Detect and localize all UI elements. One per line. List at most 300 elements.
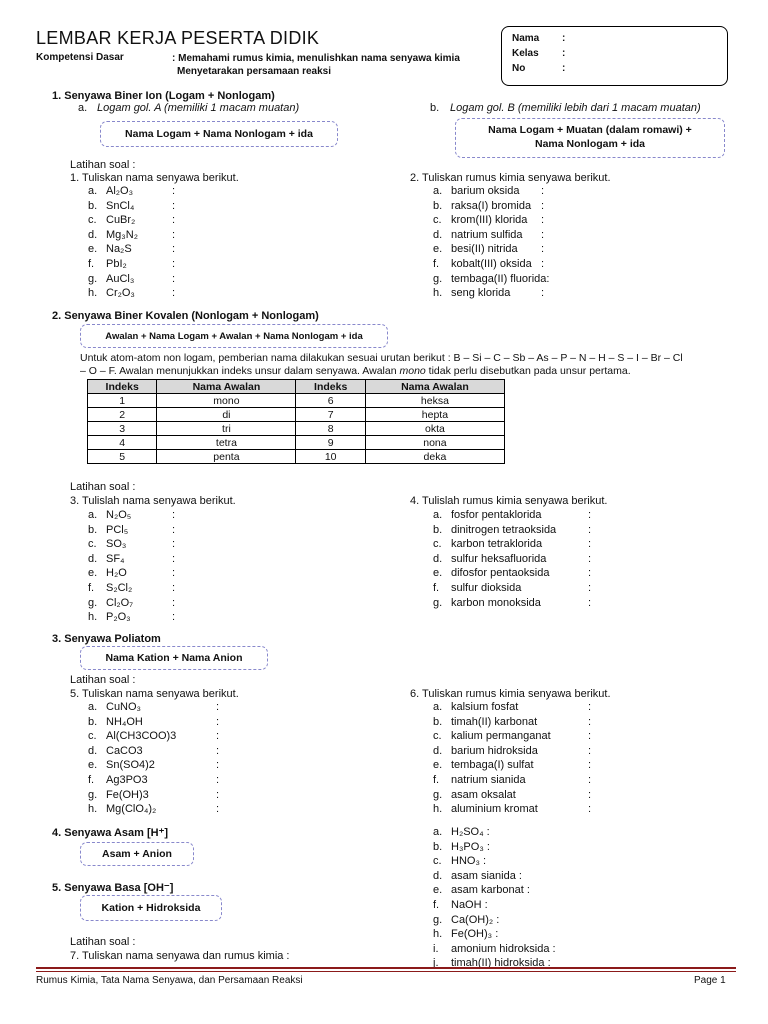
item-letter: e. — [433, 759, 443, 772]
item-text: Na₂S — [106, 243, 132, 256]
item-text: fosfor pentaklorida — [451, 509, 542, 521]
item-text: natrium sulfida — [451, 228, 523, 241]
item-text: Mg(ClO₄)₂ — [106, 803, 157, 816]
item-letter: c. — [433, 538, 442, 551]
item-text: Fe(OH)3 — [106, 788, 149, 801]
id-colon: : — [562, 63, 566, 74]
list-item — [433, 701, 753, 715]
table-row — [88, 408, 505, 422]
id-row-no — [512, 63, 566, 74]
list-item — [433, 200, 753, 214]
item-letter: h. — [88, 287, 98, 300]
s1-b-text: Logam gol. B (memiliki lebih dari 1 macam muatan) — [450, 102, 701, 114]
item-colon: : — [216, 774, 220, 786]
list-item — [88, 567, 408, 581]
formula-box: Nama Kation + Nama Anion — [80, 646, 268, 670]
table-cell: 2 — [88, 408, 157, 422]
prefix-rule-mono: mono — [399, 365, 426, 377]
question-1: 1. Tuliskan nama senyawa berikut. — [70, 172, 239, 184]
list-item — [433, 914, 753, 928]
item-colon: : — [172, 243, 176, 256]
formula-box: Asam + Anion — [80, 842, 194, 866]
list-item — [433, 884, 753, 898]
item-text: barium hidroksida — [451, 744, 538, 757]
page-number: Page 1 — [694, 975, 726, 986]
list-item — [433, 716, 753, 730]
item-text: NH₄OH — [106, 715, 143, 728]
list-item — [88, 597, 408, 611]
item-letter: a. — [88, 185, 98, 197]
item-letter: a. — [433, 826, 443, 838]
list-item — [433, 567, 753, 581]
item-text: Cl₂O₇ — [106, 596, 133, 609]
item-letter: g. — [433, 596, 443, 609]
item-text: Al(CH3COO)3 — [106, 730, 177, 743]
item-text: asam karbonat : — [451, 884, 530, 897]
list-item — [88, 730, 408, 744]
item-text: sulfur dioksida — [451, 582, 522, 594]
s1-a-letter: a. — [78, 102, 88, 114]
item-letter: b. — [88, 715, 98, 728]
item-colon: : — [172, 287, 176, 300]
item-text: CuBr₂ — [106, 214, 136, 227]
list-item — [433, 229, 753, 243]
list-item — [433, 789, 753, 803]
item-text: besi(II) nitrida — [451, 243, 518, 256]
item-text: H₂SO₄ : — [451, 826, 490, 838]
prefix-table-body — [88, 394, 505, 464]
table-cell: 5 — [88, 450, 157, 464]
item-text: tembaga(II) fluorida: — [451, 272, 550, 285]
item-letter: a. — [88, 701, 98, 713]
list-item — [88, 582, 408, 596]
table-cell: 9 — [296, 436, 365, 450]
list-item — [433, 730, 753, 744]
item-letter: e. — [88, 567, 98, 580]
item-colon: : — [172, 199, 176, 212]
item-text: aluminium kromat — [451, 803, 538, 816]
item-letter: e. — [433, 243, 443, 256]
item-letter: c. — [88, 214, 97, 227]
table-cell: tri — [157, 422, 296, 436]
list-item — [88, 229, 408, 243]
item-colon: : — [588, 701, 592, 713]
table-cell: okta — [365, 422, 504, 436]
list-item — [433, 803, 753, 817]
list-item — [88, 524, 408, 538]
id-row-kelas — [512, 48, 566, 59]
item-colon: : — [588, 803, 592, 816]
kd-text — [172, 52, 492, 78]
item-text: amonium hidroksida : — [451, 942, 556, 955]
item-letter: g. — [88, 788, 98, 801]
item-text: SO₃ — [106, 538, 127, 551]
item-text: asam oksalat — [451, 788, 516, 801]
item-colon: : — [172, 596, 176, 609]
prefix-rule-text: tidak perlu disebutkan pada unsur pertama. — [425, 365, 631, 377]
item-text: difosfor pentaoksida — [451, 567, 550, 580]
list-item — [433, 597, 753, 611]
item-letter: g. — [433, 788, 443, 801]
item-colon: : — [588, 538, 592, 551]
item-letter: d. — [88, 744, 98, 757]
list-item — [88, 509, 408, 523]
list-item — [433, 855, 753, 869]
item-text: Al₂O₃ — [106, 185, 134, 197]
list-item — [88, 553, 408, 567]
item-colon: : — [588, 744, 592, 757]
item-colon: : — [588, 567, 592, 580]
item-colon: : — [588, 759, 592, 772]
item-letter: h. — [433, 287, 443, 300]
item-letter: e. — [433, 567, 443, 580]
prefix-rule-text: – O – F. Awalan menunjukkan indeks unsur dalam senyawa. Awalan — [80, 365, 400, 377]
list-item — [88, 258, 408, 272]
section-1-heading: 1. Senyawa Biner Ion (Logam + Nonlogam) — [52, 90, 275, 102]
item-text: asam sianida : — [451, 869, 522, 882]
list-item — [433, 287, 753, 301]
item-colon: : — [588, 552, 592, 565]
item-letter: c. — [433, 730, 442, 743]
item-text: kobalt(III) oksida — [451, 258, 532, 270]
item-colon: : — [588, 715, 592, 728]
item-colon: : — [172, 214, 176, 227]
item-text: barium oksida — [451, 185, 520, 197]
item-text: CuNO₃ — [106, 701, 142, 713]
item-letter: e. — [88, 759, 98, 772]
item-colon: : — [216, 730, 220, 743]
item-letter: e. — [88, 243, 98, 256]
list-item — [433, 243, 753, 257]
item-colon: : — [172, 552, 176, 565]
item-letter: d. — [433, 228, 443, 241]
list-item — [433, 258, 753, 272]
formula-box-line: Nama Nonlogam + ida — [535, 138, 645, 150]
list-item — [88, 273, 408, 287]
list-item — [433, 273, 753, 287]
table-cell: tetra — [157, 436, 296, 450]
item-text: AuCl₃ — [106, 272, 135, 285]
formula-box — [455, 118, 725, 158]
item-colon: : — [172, 523, 176, 536]
id-colon: : — [562, 33, 566, 44]
kd-line-1: : Memahami rumus kimia, menulishkan nama senyawa kimia — [172, 53, 460, 64]
item-colon: : — [541, 287, 545, 300]
item-letter: d. — [88, 552, 98, 565]
list-item — [88, 243, 408, 257]
prefix-table — [87, 379, 505, 464]
question-6: 6. Tuliskan rumus kimia senyawa berikut. — [410, 688, 611, 700]
item-letter: c. — [88, 538, 97, 551]
table-cell: nona — [365, 436, 504, 450]
kd-line-2: Menyetarakan persamaan reaksi — [177, 66, 331, 77]
item-text: Fe(OH)₃ : — [451, 928, 499, 941]
item-text: natrium sianida — [451, 774, 526, 786]
student-id-box — [501, 26, 728, 86]
table-cell: 3 — [88, 422, 157, 436]
latihan-label: Latihan soal : — [70, 481, 136, 493]
item-text: timah(II) karbonat — [451, 715, 538, 728]
item-letter: c. — [88, 730, 97, 743]
item-letter: e. — [433, 884, 443, 897]
item-letter: d. — [433, 552, 443, 565]
item-letter: d. — [433, 744, 443, 757]
list-item — [433, 826, 753, 840]
table-row — [88, 422, 505, 436]
item-letter: i. — [433, 942, 439, 955]
id-label: Kelas — [512, 48, 539, 59]
list-item — [433, 745, 753, 759]
table-row — [88, 450, 505, 464]
formula-box: Kation + Hidroksida — [80, 895, 222, 921]
list-item — [433, 185, 753, 199]
question-5: 5. Tuliskan nama senyawa berikut. — [70, 688, 239, 700]
item-letter: h. — [88, 611, 98, 624]
item-colon: : — [588, 774, 592, 786]
item-colon: : — [172, 611, 176, 624]
list-item — [88, 185, 408, 199]
list-item — [88, 716, 408, 730]
list-item — [88, 214, 408, 228]
item-text: SF₄ — [106, 552, 125, 565]
id-label: Nama — [512, 33, 540, 44]
list-item — [433, 509, 753, 523]
table-cell: 4 — [88, 436, 157, 450]
formula-box-line: Nama Logam + Muatan (dalam romawi) + — [488, 124, 692, 136]
item-colon: : — [588, 788, 592, 801]
item-letter: f. — [433, 774, 440, 786]
item-letter: h. — [433, 928, 443, 941]
item-letter: a. — [433, 185, 443, 197]
item-colon: : — [541, 214, 545, 227]
list-item — [433, 553, 753, 567]
list-item — [433, 928, 753, 942]
page-title: LEMBAR KERJA PESERTA DIDIK — [36, 28, 320, 48]
footer-title: Rumus Kimia, Tata Nama Senyawa, dan Persamaan Reaksi — [36, 975, 303, 986]
item-text: raksa(I) bromida — [451, 199, 532, 212]
latihan-label: Latihan soal : — [70, 674, 136, 686]
list-item — [88, 759, 408, 773]
item-letter: b. — [433, 199, 443, 212]
id-colon: : — [562, 48, 566, 59]
item-letter: f. — [433, 899, 440, 911]
item-colon: : — [541, 258, 545, 270]
table-header: Indeks — [296, 380, 365, 394]
item-letter: f. — [88, 258, 95, 270]
table-cell: 6 — [296, 394, 365, 408]
item-text: NaOH : — [451, 899, 488, 911]
item-text: PCl₅ — [106, 523, 129, 536]
list-item — [433, 582, 753, 596]
item-text: P₂O₃ — [106, 611, 131, 624]
item-text: S₂Cl₂ — [106, 582, 133, 594]
item-text: sulfur heksafluorida — [451, 552, 547, 565]
item-colon: : — [172, 185, 176, 197]
list-item — [433, 759, 753, 773]
item-letter: d. — [88, 228, 98, 241]
list-item — [88, 803, 408, 817]
list-item — [88, 538, 408, 552]
item-text: seng klorida — [451, 287, 511, 300]
item-text: karbon tetraklorida — [451, 538, 543, 551]
item-colon: : — [172, 538, 176, 551]
question-7: 7. Tuliskan nama senyawa dan rumus kimia : — [70, 950, 290, 962]
item-text: tembaga(I) sulfat — [451, 759, 534, 772]
item-letter: d. — [433, 869, 443, 882]
item-colon: : — [172, 258, 176, 270]
latihan-label: Latihan soal : — [70, 159, 136, 171]
list-item — [88, 774, 408, 788]
item-text: N₂O₅ — [106, 509, 132, 521]
item-colon: : — [588, 509, 592, 521]
footer-divider — [36, 967, 736, 969]
kd-label: Kompetensi Dasar — [36, 52, 124, 63]
item-letter: g. — [88, 596, 98, 609]
table-cell: 1 — [88, 394, 157, 408]
section-4-heading: 4. Senyawa Asam [H⁺] — [52, 827, 169, 839]
list-item — [433, 870, 753, 884]
item-letter: c. — [433, 855, 442, 868]
list-item — [433, 899, 753, 913]
item-letter: h. — [88, 803, 98, 816]
list-item — [88, 611, 408, 625]
item-letter: g. — [433, 272, 443, 285]
item-colon: : — [216, 701, 220, 713]
s1-b-letter: b. — [430, 102, 440, 114]
item-colon: : — [216, 788, 220, 801]
item-text: HNO₃ : — [451, 855, 487, 868]
section-2-heading: 2. Senyawa Biner Kovalen (Nonlogam + Nonlogam) — [52, 310, 319, 322]
item-letter: f. — [88, 582, 95, 594]
formula-box: Awalan + Nama Logam + Awalan + Nama Nonlogam + ida — [80, 324, 388, 348]
table-cell: penta — [157, 450, 296, 464]
formula-box: Nama Logam + Nama Nonlogam + ida — [100, 121, 338, 147]
table-header-row — [88, 380, 505, 394]
question-4: 4. Tulislah rumus kimia senyawa berikut. — [410, 495, 608, 507]
table-header: Nama Awalan — [157, 380, 296, 394]
latihan-label: Latihan soal : — [70, 936, 136, 948]
item-text: Cr₂O₃ — [106, 287, 135, 300]
table-row — [88, 436, 505, 450]
question-2: 2. Tuliskan rumus kimia senyawa berikut. — [410, 172, 611, 184]
item-colon: : — [216, 744, 220, 757]
item-letter: a. — [88, 509, 98, 521]
table-cell: 8 — [296, 422, 365, 436]
prefix-rule-line-1: Untuk atom-atom non logam, pemberian nama dilakukan sesuai urutan berikut : B – Si – C – Sb – As – P – N – H – S – I – Br – Cl — [80, 352, 683, 364]
item-letter: b. — [433, 840, 443, 853]
table-cell: mono — [157, 394, 296, 408]
item-letter: b. — [433, 715, 443, 728]
id-label: No — [512, 63, 526, 74]
question-3: 3. Tulislah nama senyawa berikut. — [70, 495, 236, 507]
list-item — [88, 200, 408, 214]
item-colon: : — [172, 228, 176, 241]
table-cell: hepta — [365, 408, 504, 422]
item-text: timah(II) hidroksida : — [451, 957, 551, 970]
item-colon: : — [588, 582, 592, 594]
item-text: H₃PO₃ : — [451, 840, 490, 853]
item-colon: : — [172, 272, 176, 285]
item-text: kalsium fosfat — [451, 701, 519, 713]
list-item — [433, 957, 753, 971]
table-header: Indeks — [88, 380, 157, 394]
id-row-nama — [512, 33, 566, 44]
item-text: PbI₂ — [106, 258, 127, 270]
item-letter: b. — [88, 523, 98, 536]
table-cell: 10 — [296, 450, 365, 464]
item-text: SnCl₄ — [106, 199, 135, 212]
prefix-rule-line-2 — [80, 365, 740, 377]
item-text: kalium permanganat — [451, 730, 551, 743]
table-header: Nama Awalan — [365, 380, 504, 394]
list-item — [88, 287, 408, 301]
item-text: CaCO3 — [106, 744, 143, 757]
item-text: dinitrogen tetraoksida — [451, 523, 557, 536]
item-letter: j. — [433, 957, 439, 970]
item-colon: : — [588, 523, 592, 536]
item-colon: : — [172, 567, 176, 580]
item-text: Mg₃N₂ — [106, 228, 138, 241]
list-item — [433, 841, 753, 855]
list-item — [433, 943, 753, 957]
table-cell: deka — [365, 450, 504, 464]
table-cell: di — [157, 408, 296, 422]
item-colon: : — [216, 715, 220, 728]
list-item — [433, 774, 753, 788]
item-colon: : — [541, 243, 545, 256]
section-5-heading: 5. Senyawa Basa [OH⁻] — [52, 882, 174, 894]
item-colon: : — [541, 228, 545, 241]
item-text: karbon monoksida — [451, 596, 541, 609]
table-row — [88, 394, 505, 408]
item-letter: b. — [88, 199, 98, 212]
item-letter: f. — [433, 582, 440, 594]
item-colon: : — [541, 199, 545, 212]
item-letter: c. — [433, 214, 442, 227]
item-letter: h. — [433, 803, 443, 816]
list-item — [433, 524, 753, 538]
item-letter: g. — [433, 913, 443, 926]
item-colon: : — [588, 730, 592, 743]
item-colon: : — [172, 509, 176, 521]
item-text: H₂O — [106, 567, 127, 580]
list-item — [88, 701, 408, 715]
item-letter: a. — [433, 509, 443, 521]
s1-a-text: Logam gol. A (memiliki 1 macam muatan) — [97, 102, 300, 114]
item-text: Ag3PO3 — [106, 774, 148, 786]
list-item — [88, 789, 408, 803]
item-letter: b. — [433, 523, 443, 536]
item-colon: : — [216, 803, 220, 816]
item-text: Ca(OH)₂ : — [451, 913, 500, 926]
item-letter: f. — [88, 774, 95, 786]
item-letter: a. — [433, 701, 443, 713]
item-letter: g. — [88, 272, 98, 285]
item-colon: : — [588, 596, 592, 609]
item-letter: f. — [433, 258, 440, 270]
footer-divider — [36, 971, 736, 972]
item-colon: : — [216, 759, 220, 772]
list-item — [433, 538, 753, 552]
item-colon: : — [172, 582, 176, 594]
section-3-heading: 3. Senyawa Poliatom — [52, 633, 161, 645]
item-text: Sn(SO4)2 — [106, 759, 155, 772]
item-colon: : — [541, 185, 545, 197]
list-item — [88, 745, 408, 759]
item-text: krom(III) klorida — [451, 214, 528, 227]
table-cell: heksa — [365, 394, 504, 408]
list-item — [433, 214, 753, 228]
